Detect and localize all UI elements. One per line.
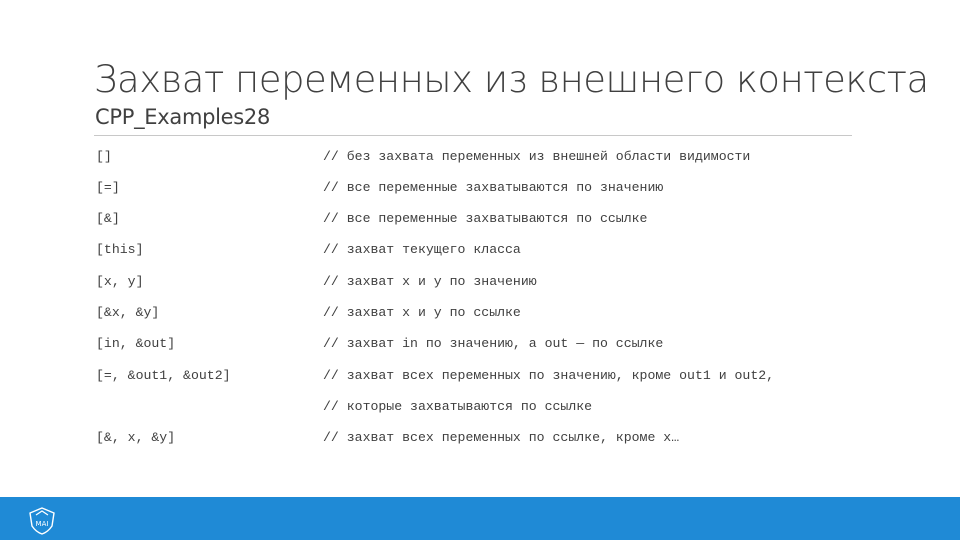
code-comment: // захват in по значению, а out — по ссылке	[323, 336, 664, 351]
code-comment: // все переменные захватываются по значению	[323, 180, 664, 195]
code-comment: // все переменные захватываются по ссылке	[323, 211, 648, 226]
code-line	[0, 399, 960, 419]
capture-clause: [in, &out]	[96, 336, 176, 351]
code-line	[0, 336, 960, 356]
capture-clause: []	[96, 149, 112, 164]
code-comment: // захват x и y по значению	[323, 274, 537, 289]
capture-clause: [&x, &y]	[96, 305, 160, 320]
slide-title: Захват переменных из внешнего контекста	[94, 58, 929, 101]
code-comment: // захват всех переменных по значению, кроме out1 и out2,	[323, 368, 775, 383]
code-line	[0, 211, 960, 231]
title-divider	[94, 135, 852, 136]
code-comment: // которые захватываются по ссылке	[323, 399, 593, 414]
code-line	[0, 180, 960, 200]
capture-clause: [=]	[96, 180, 120, 195]
footer-bar	[0, 497, 960, 540]
capture-clause: [=, &out1, &out2]	[96, 368, 231, 383]
university-logo-icon	[27, 506, 57, 536]
code-line	[0, 430, 960, 450]
capture-clause: [&, x, &y]	[96, 430, 176, 445]
code-comment: // захват всех переменных по ссылке, кроме x…	[323, 430, 680, 445]
code-comment: // без захвата переменных из внешней области видимости	[323, 149, 751, 164]
code-line	[0, 274, 960, 294]
capture-clause: [&]	[96, 211, 120, 226]
slide-subtitle: CPP_Examples28	[95, 105, 271, 129]
code-line	[0, 305, 960, 325]
code-comment: // захват x и y по ссылке	[323, 305, 521, 320]
capture-clause: [this]	[96, 242, 144, 257]
code-line	[0, 242, 960, 262]
code-line	[0, 149, 960, 169]
logo-text: MAI	[35, 520, 49, 528]
code-comment: // захват текущего класса	[323, 242, 521, 257]
code-line	[0, 368, 960, 388]
capture-clause: [x, y]	[96, 274, 144, 289]
